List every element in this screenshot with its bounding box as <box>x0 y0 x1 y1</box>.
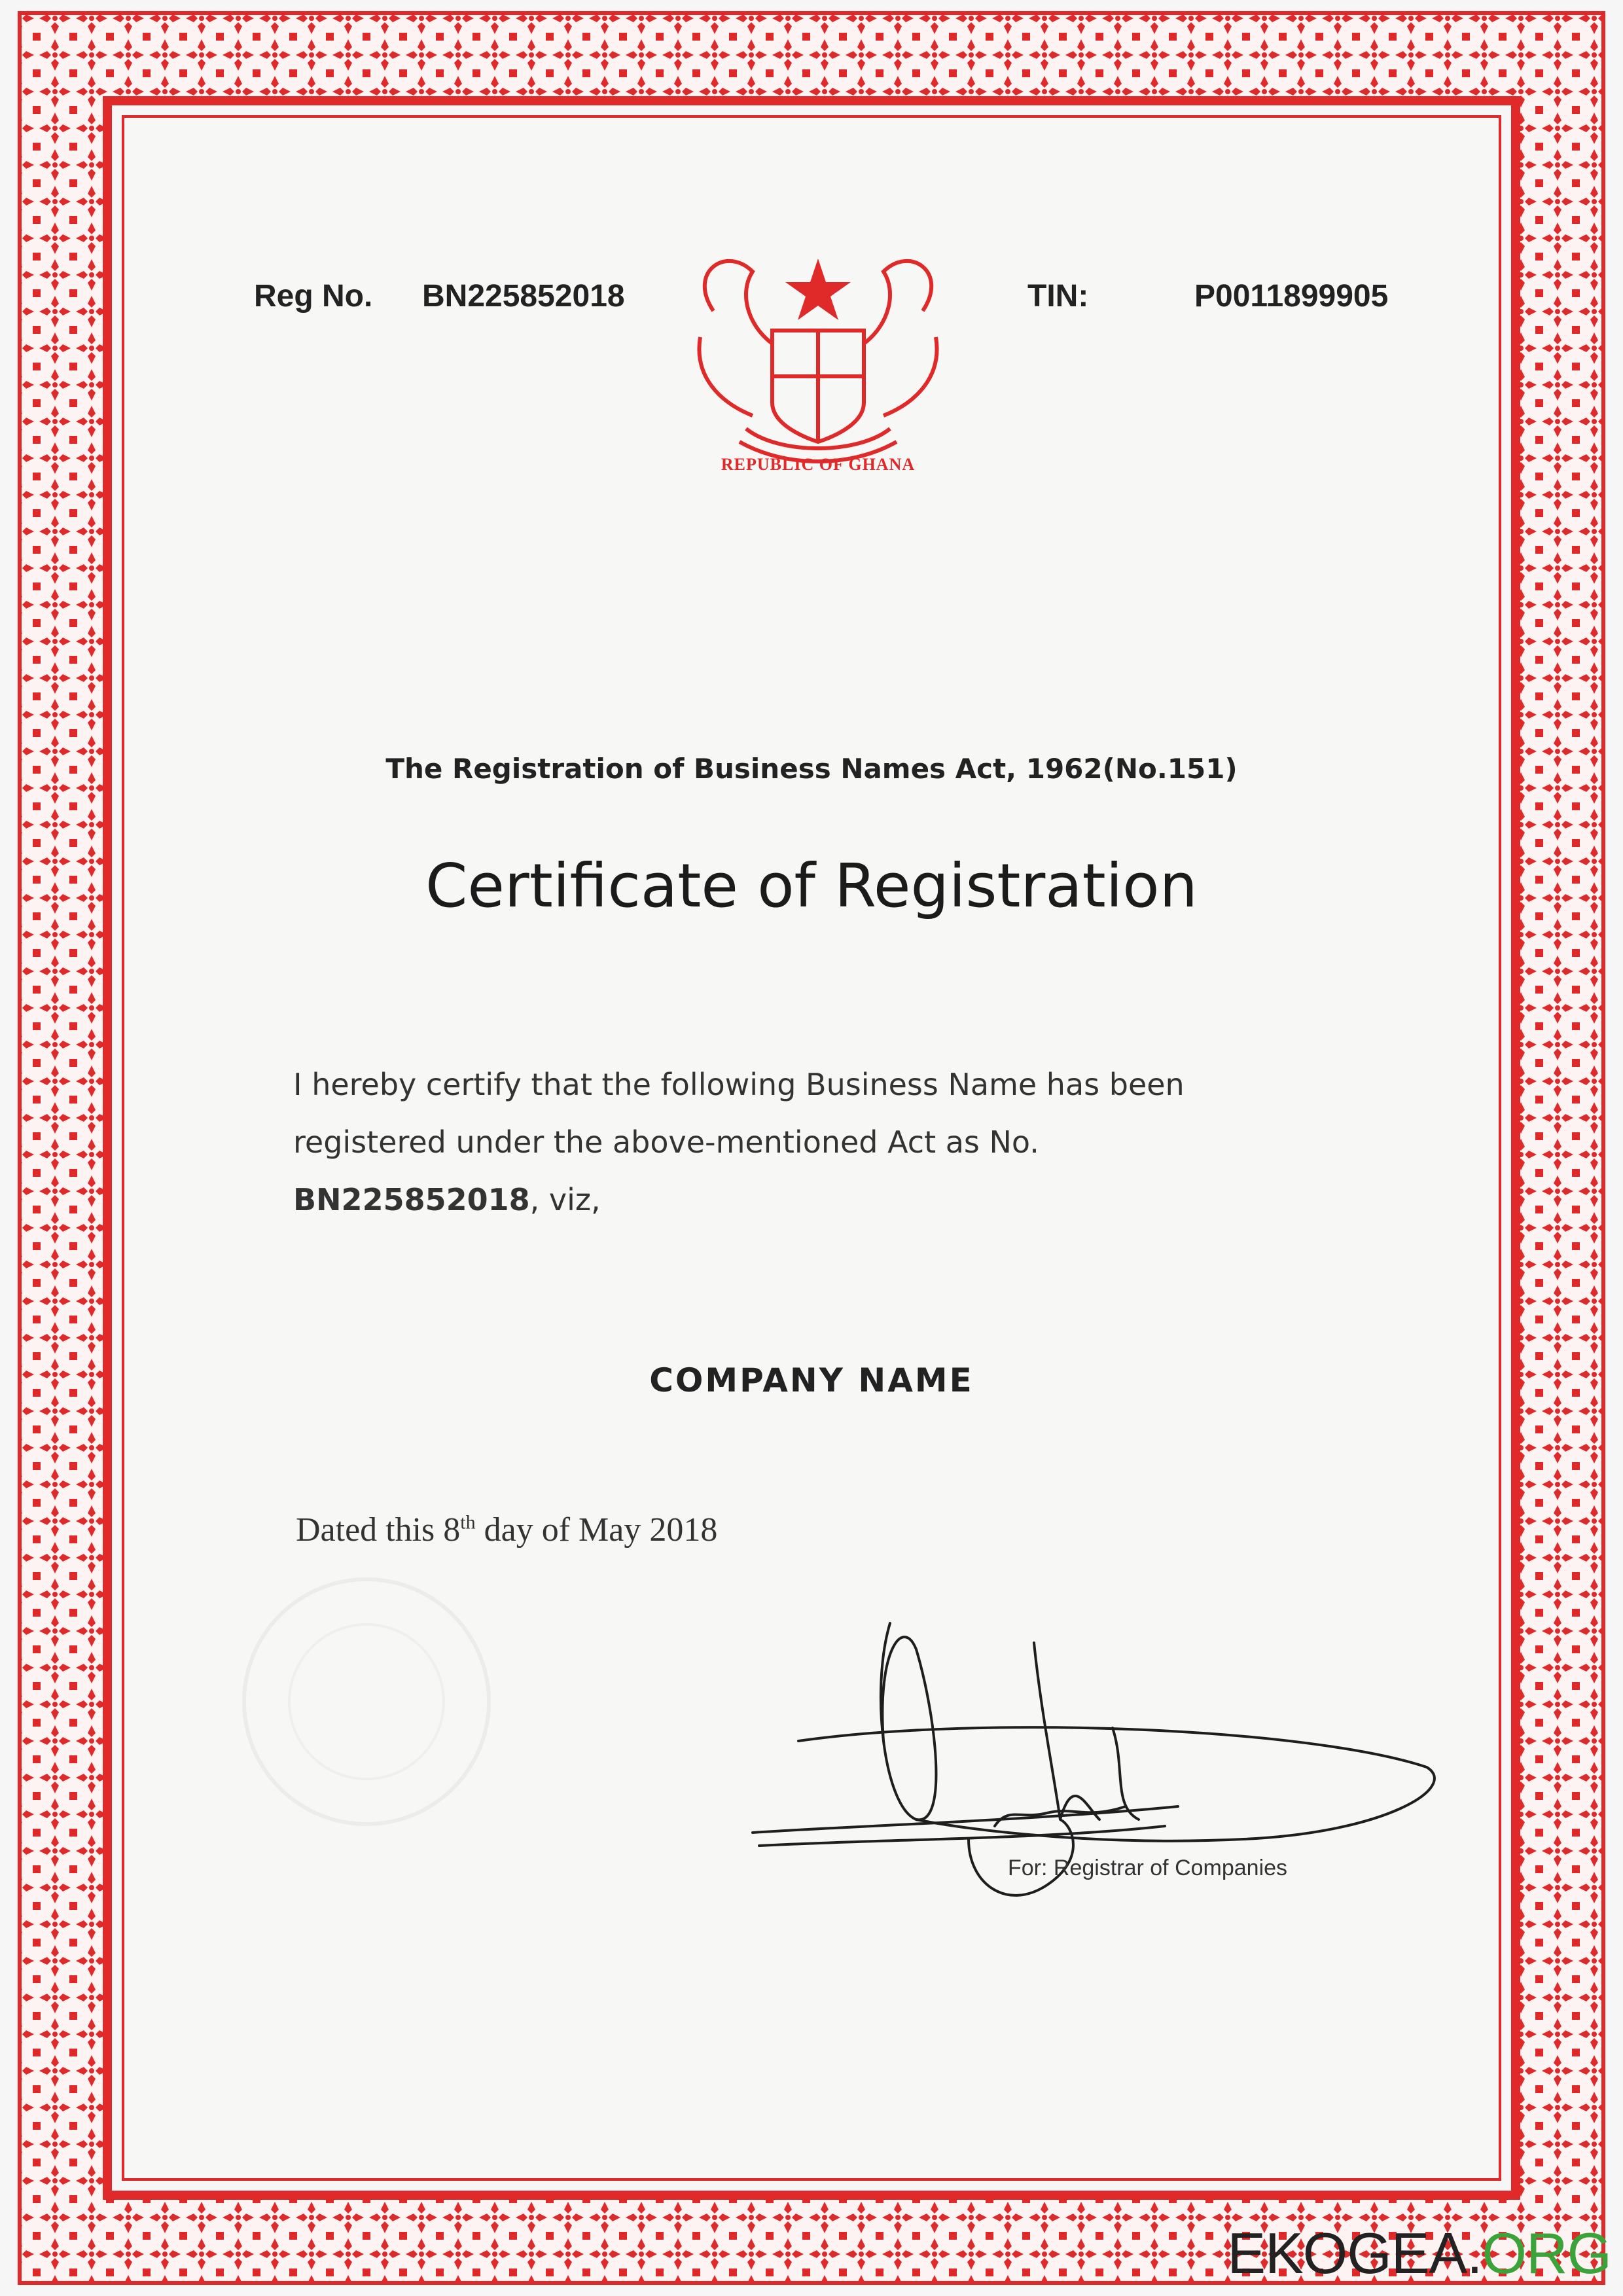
tin-label: TIN: <box>1027 279 1089 314</box>
date-suffix: day of May 2018 <box>475 1511 718 1549</box>
company-name: COMPANY NAME <box>649 1361 974 1399</box>
registrar-label: For: Registrar of Companies <box>1008 1856 1288 1880</box>
certificate-title: Certificate of Registration <box>425 851 1198 921</box>
date-prefix: Dated this 8 <box>296 1511 461 1549</box>
emblem-caption: REPUBLIC OF GHANA <box>721 455 916 474</box>
body-line-2: registered under the above-mentioned Act as No. <box>293 1124 1039 1160</box>
reg-no-value: BN225852018 <box>422 279 625 314</box>
body-suffix: , viz, <box>529 1182 601 1217</box>
registration-number: BN225852018 <box>293 1182 530 1217</box>
site-watermark <box>1227 2220 1611 2287</box>
act-reference: The Registration of Business Names Act, 1962(No.151) <box>385 753 1238 785</box>
watermark-part-1: EKOGEA. <box>1227 2221 1482 2286</box>
embossed-seal-inner <box>288 1623 445 1780</box>
watermark-part-2: ORG <box>1482 2221 1611 2286</box>
body-line-1: I hereby certify that the following Business Name has been <box>293 1067 1185 1102</box>
body-line-3 <box>293 1182 601 1217</box>
ghana-coat-of-arms-icon <box>674 232 962 481</box>
tin-value: P0011899905 <box>1194 279 1389 314</box>
date-line <box>296 1511 717 1549</box>
reg-no-label: Reg No. <box>254 279 373 314</box>
signature-icon <box>720 1610 1453 1977</box>
date-superscript: th <box>460 1511 476 1534</box>
